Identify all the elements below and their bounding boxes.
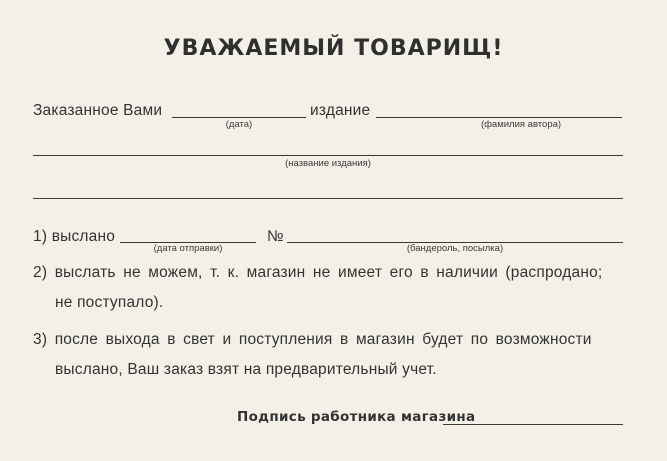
date-caption: (дата) <box>225 119 253 130</box>
card-title: УВАЖАЕМЫЙ ТОВАРИЩ! <box>163 36 504 61</box>
signature-line <box>443 424 623 425</box>
item3-line1: 3) после выхода в свет и поступления в магазин будет по возможности <box>33 331 592 348</box>
order-prefix: Заказанное Вами <box>33 102 163 119</box>
signature-label: Подпись работника магазина <box>237 409 476 425</box>
author-caption: (фамилия автора) <box>480 119 562 130</box>
dispatch-date-caption: (дата отправки) <box>153 243 223 254</box>
edition-label: издание <box>310 102 371 119</box>
edition-name-line <box>33 155 623 156</box>
item2-line2: не поступало). <box>55 294 164 311</box>
item2-line1: 2) выслать не можем, т. к. магазин не имеет его в наличии (распродано; <box>33 264 603 281</box>
date-line <box>172 117 306 118</box>
author-line <box>376 117 622 118</box>
number-sign: № <box>267 228 284 245</box>
item3-line2: выслано, Ваш заказ взят на предварительный учет. <box>55 361 437 378</box>
item1-label: 1) выслано <box>33 228 116 245</box>
edition-name-caption: (название издания) <box>285 158 371 169</box>
parcel-caption: (бандероль, посылка) <box>406 243 504 254</box>
blank-line <box>33 198 623 199</box>
